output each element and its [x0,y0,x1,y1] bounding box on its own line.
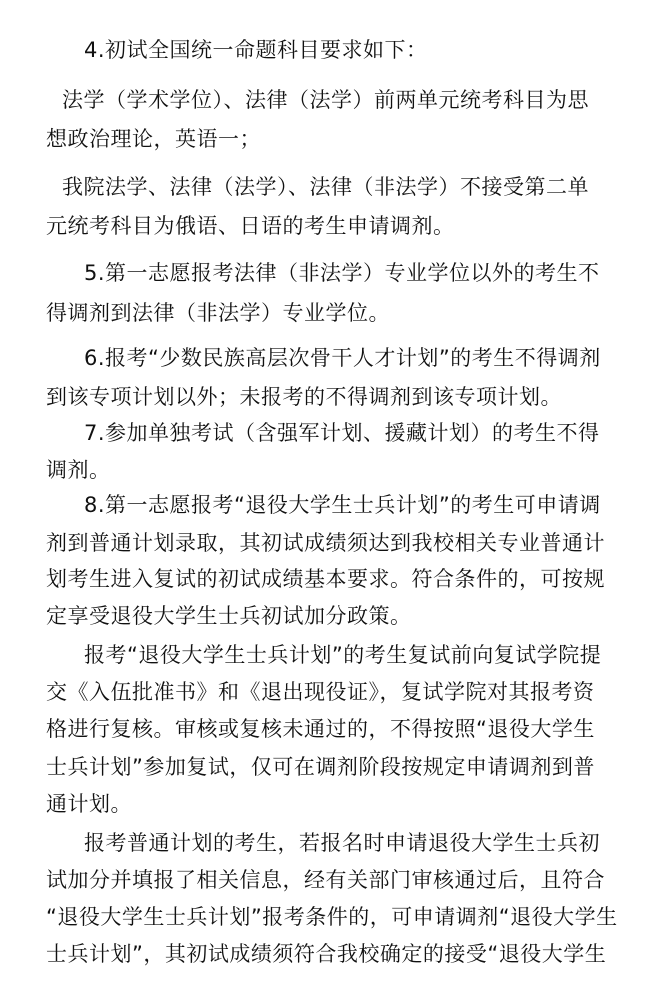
text-line: 6.报考“少数民族高层次骨干人才计划”的考生不得调剂 [84,346,601,370]
text-line: 法学（学术学位）、法律（法学）前两单元统考科目为思 [62,88,589,112]
text-line: 我院法学、法律（法学）、法律（非法学）不接受第二单 [62,175,589,199]
text-line: 交《入伍批准书》和《退出现役证》，复试学院对其报考资 [46,680,595,704]
text-line: 士兵计划”，其初试成绩须符合我校确定的接受“退役大学生 [46,942,607,966]
text-line: 7.参加单独考试（含强军计划、援藏计划）的考生不得 [84,421,600,445]
text-line: 得调剂到法律（非法学）专业学位。 [46,301,390,325]
text-line: 调剂。 [46,458,111,482]
text-line: 剂到普通计划录取，其初试成绩须达到我校相关专业普通计 [46,531,605,555]
text-line: 到该专项计划以外；未报考的不得调剂到该专项计划。 [46,385,562,409]
text-line: 试加分并填报了相关信息，经有关部门审核通过后，且符合 [46,868,605,892]
text-line: 报考“退役大学生士兵计划”的考生复试前向复试学院提 [84,643,602,667]
text-line: 通计划。 [46,792,132,816]
text-line: 元统考科目为俄语、日语的考生申请调剂。 [46,214,455,238]
text-line: 格进行复核。审核或复核未通过的，不得按照“退役大学生 [46,717,595,741]
text-line: 想政治理论，英语一； [46,127,261,151]
text-line: 定享受退役大学生士兵初试加分政策。 [46,604,412,628]
text-line: “退役大学生士兵计划”报考条件的，可申请调剂“退役大学生 [46,905,618,929]
text-line: 4.初试全国统一命题科目要求如下： [84,38,428,62]
text-line: 士兵计划”参加复试，仅可在调剂阶段按规定申请调剂到普 [46,755,595,779]
text-line: 8.第一志愿报考“退役大学生士兵计划”的考生可申请调 [84,493,601,517]
text-line: 5.第一志愿报考法律（非法学）专业学位以外的考生不 [84,261,600,285]
text-line: 报考普通计划的考生，若报名时申请退役大学生士兵初 [84,831,600,855]
text-line: 划考生进入复试的初试成绩基本要求。符合条件的，可按规 [46,567,605,591]
